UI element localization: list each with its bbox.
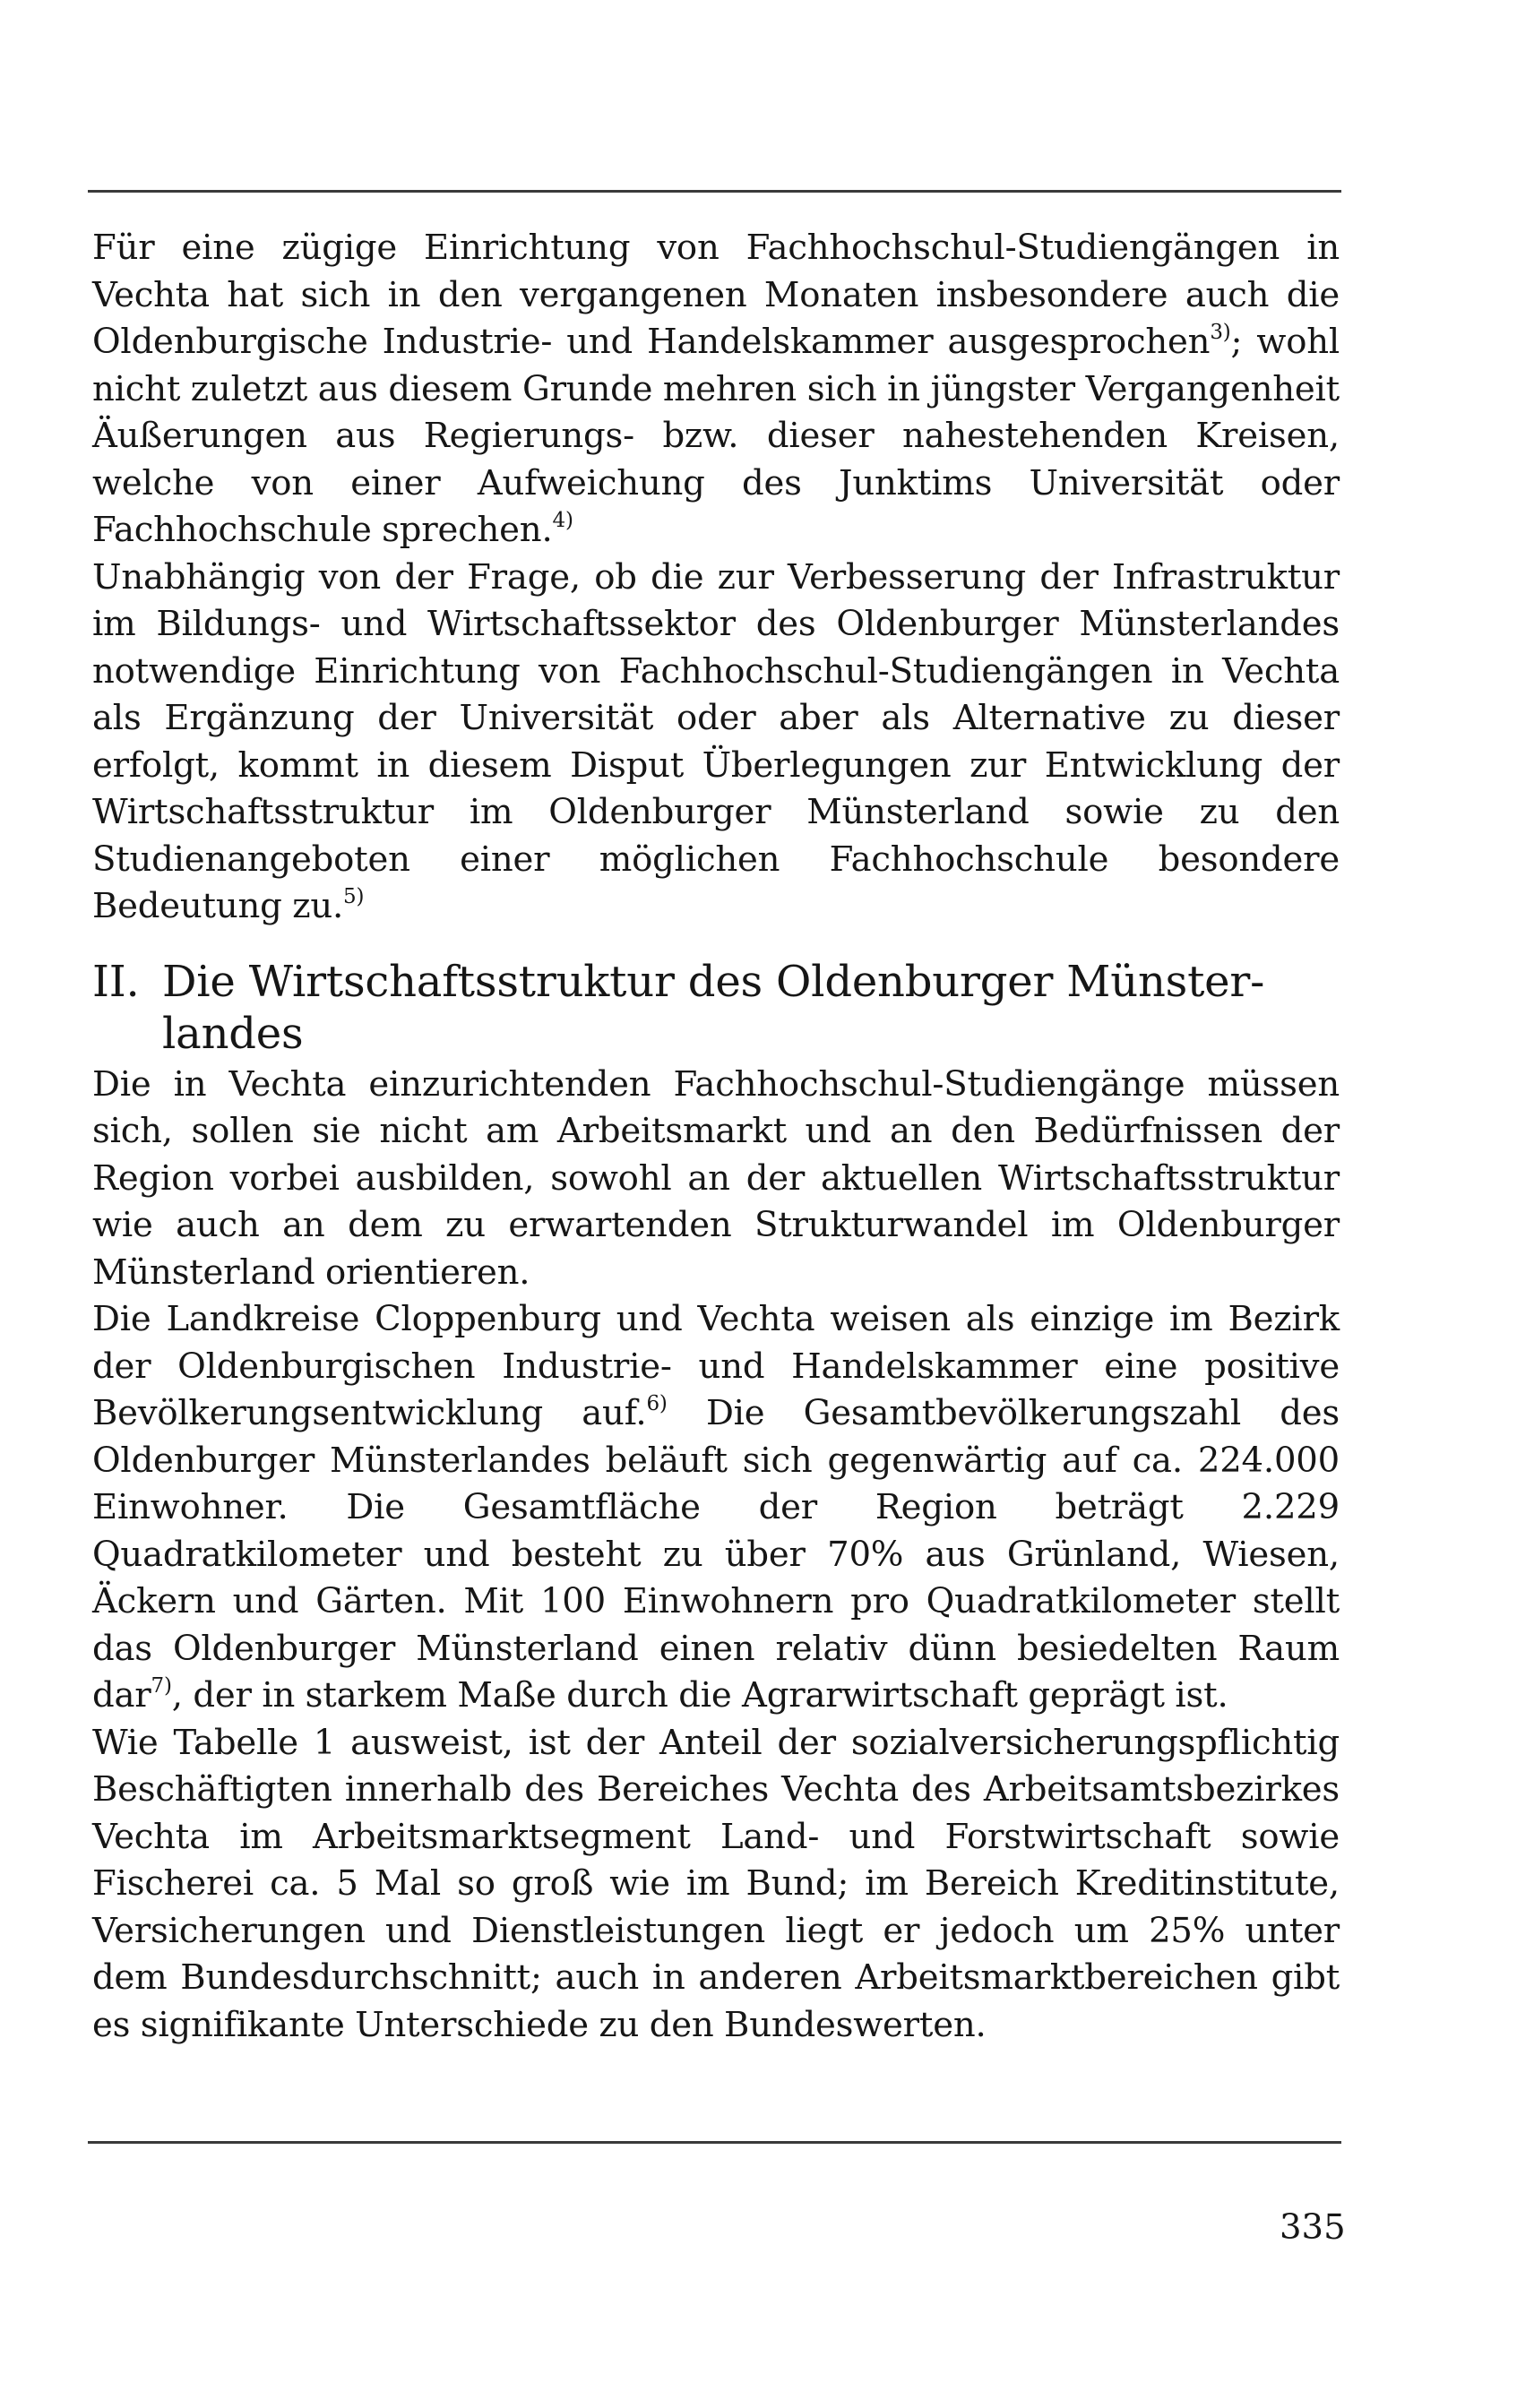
paragraph-4: Die Landkreise Cloppenburg und Vechta weisen als einzige im Bezirk der Oldenburgischen Industrie- und Handelskammer eine positive Bevölkerungsentwicklung auf.$^{6)}$ Die Gesamtbevölkerungszahl des Oldenburger Münsterlandes beläuft sich gegenwärtig auf ca. 224.000 Einwohner. Die Gesamtfläche der Region beträgt 2.229 Quadratkilometer und besteht zu über 70% aus Grünland, Wiesen, Äckern und Gärten. Mit 100 Einwohnern pro Quadratkilometer stellt das Oldenburger Münsterland einen relativ dünn besiedelten Raum dar$^{7)}$, der in starkem Maße durch die Agrarwirtschaft geprägt ist. — [92, 1299, 1340, 1716]
paragraph-3: Die in Vechta einzurichtenden Fachhochschul-Studiengänge müssen sich, sollen sie nicht am Arbeitsmarkt und an den Bedürfnissen der Region vorbei ausbilden, sowohl an der aktuellen Wirtschaftsstruktur wie auch an dem zu erwartenden Strukturwandel im Oldenburger Münsterland orientieren. — [92, 1063, 1340, 1293]
section-title: Die Wirtschaftsstruktur des Oldenburger Münsterlandes — [162, 956, 1265, 1059]
paragraph-2: Unabhängig von der Frage, ob die zur Verbesserung der Infrastruktur im Bildungs- und Wirtschaftssektor des Oldenburger Münsterlandes notwendige Einrichtung von Fachhochschul-Studiengängen in Vechta als Ergänzung der Universität oder aber als Alternative zu dieser erfolgt, kommt in diesem Disput Überlegungen zur Entwicklung der Wirtschaftsstruktur im Oldenburger Münsterland sowie zu den Studienangeboten einer möglichen Fachhochschule besondere Bedeutung zu.$^{5)}$ — [92, 556, 1340, 926]
text-column — [92, 225, 1340, 2049]
paragraph-5: Wie Tabelle 1 ausweist, ist der Anteil der sozialversicherungspflichtig Beschäftigten innerhalb des Bereiches Vechta des Arbeitsamtsbezirkes Vechta im Arbeitsmarktsegment Land- und Forstwirtschaft sowie Fischerei ca. 5 Mal so groß wie im Bund; im Bereich Kreditinstitute, Versicherungen und Dienstleistungen liegt er jedoch um 25% unter dem Bundesdurchschnitt; auch in anderen Arbeitsmarktbereichen gibt es signifikante Unterschiede zu den Bundeswerten. — [92, 1722, 1340, 2045]
bottom-rule — [88, 2141, 1341, 2144]
footnote-ref-7: 7) — [151, 1674, 172, 1698]
footnote-ref-6: 6) — [646, 1392, 668, 1416]
footnote-ref-3: 3) — [1210, 321, 1231, 345]
page-number: 335 — [1280, 2207, 1346, 2248]
footnote-ref-4: 4) — [552, 509, 573, 533]
paragraph-1: Für eine zügige Einrichtung von Fachhochschul-Studiengängen in Vechta hat sich in den vergangenen Monaten insbesondere auch die Oldenburgische Industrie- und Handelskammer ausgesprochen$^{3)}$; wohl nicht zuletzt aus diesem Grunde mehren sich in jüngster Vergangenheit Äußerungen aus Regierungs- bzw. dieser nahestehenden Kreisen, welche von einer Aufweichung des Junktims Universität oder Fachhochschule sprechen.$^{4)}$ — [92, 228, 1340, 550]
top-rule — [88, 190, 1341, 193]
section-heading — [92, 956, 1340, 1060]
section-number: II. — [92, 956, 140, 1007]
footnote-ref-5: 5) — [343, 885, 365, 909]
